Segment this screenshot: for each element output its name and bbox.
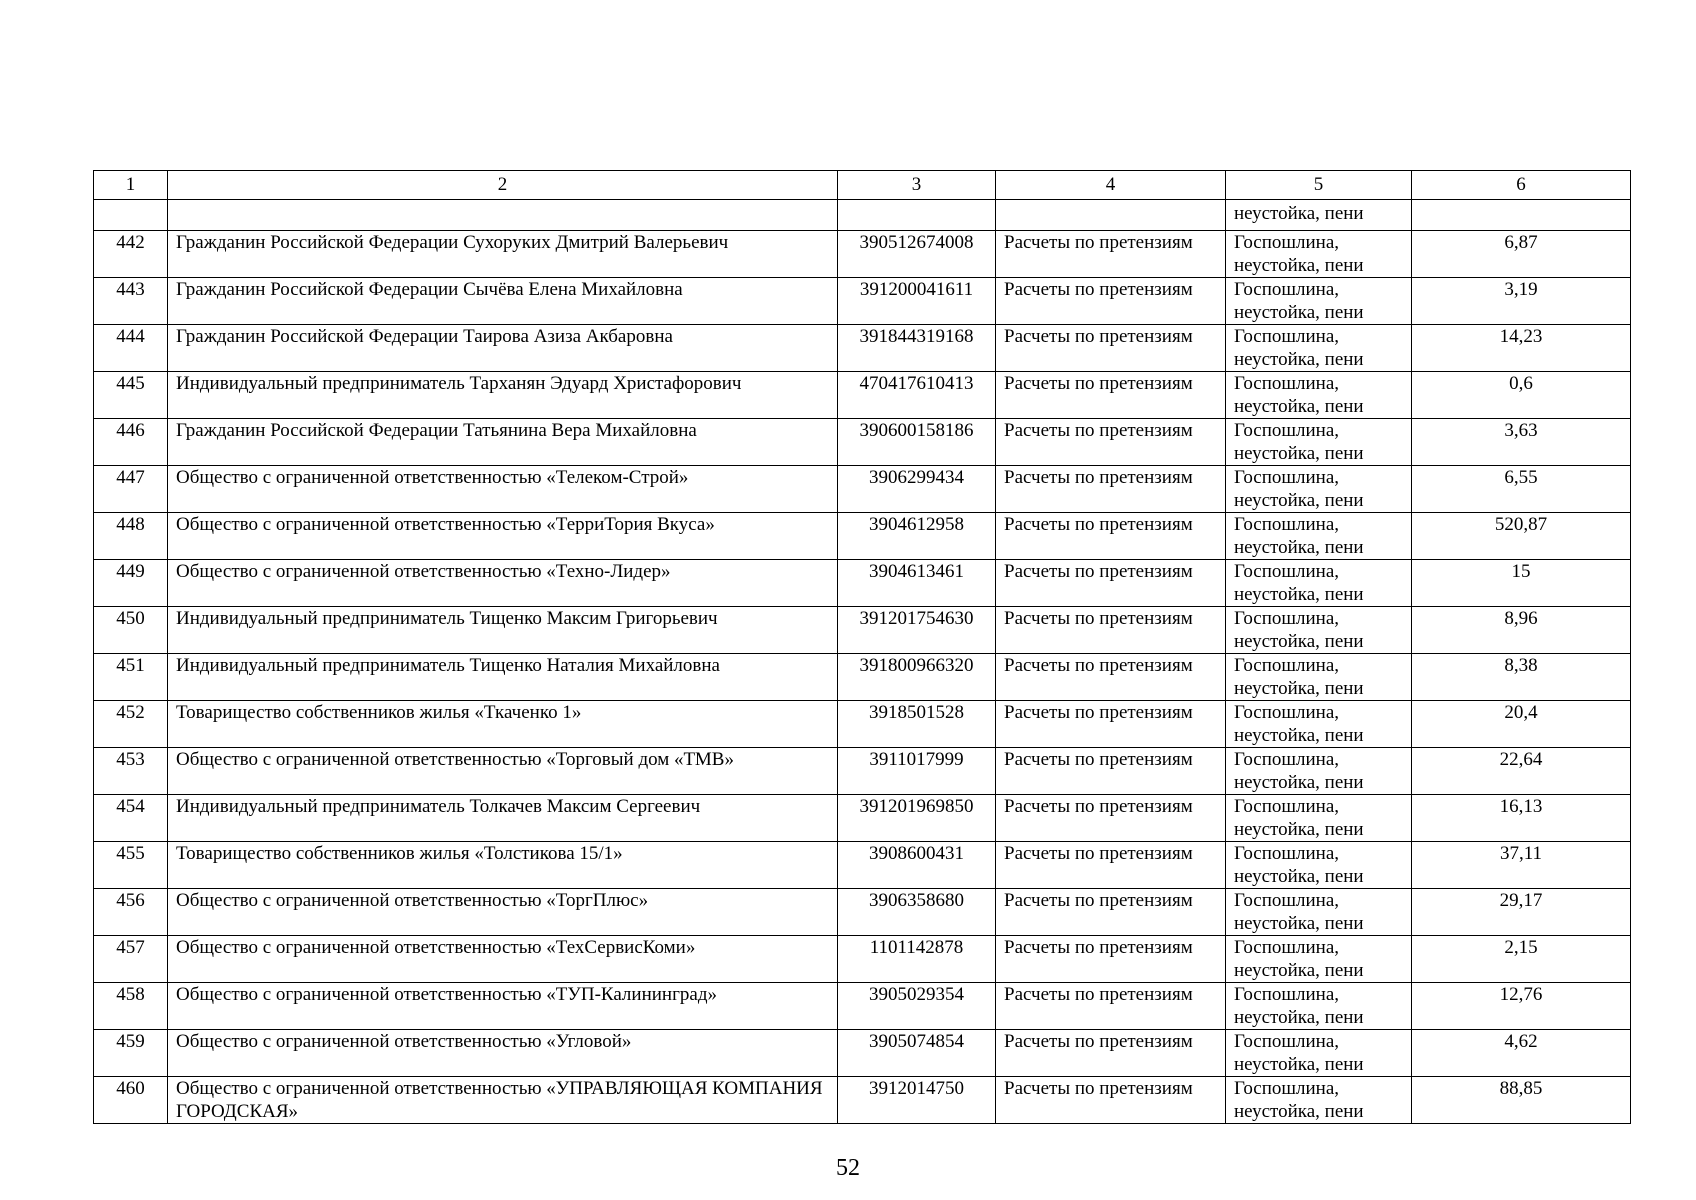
header-col-6: 6 [1412, 171, 1631, 200]
cell-name: Общество с ограниченной ответственностью «ТерриТория Вкуса» [168, 513, 838, 560]
kind-line-1: Госпошлина, [1234, 655, 1340, 676]
table-row [94, 278, 1631, 325]
kind-line-1: Госпошлина, [1234, 937, 1340, 958]
kind-line-1: Госпошлина, [1234, 467, 1340, 488]
table-row [94, 372, 1631, 419]
cell-name: Общество с ограниченной ответственностью «Торговый дом «ТМВ» [168, 748, 838, 795]
cell-type: Расчеты по претензиям [996, 1077, 1226, 1124]
cell-amount [1412, 200, 1631, 231]
kind-line-1: Госпошлина, [1234, 796, 1340, 817]
cell-kind [1226, 607, 1412, 654]
cell-kind [1226, 231, 1412, 278]
cell-kind [1226, 701, 1412, 748]
cell-amount: 6,87 [1412, 231, 1631, 278]
cell-amount: 8,38 [1412, 654, 1631, 701]
kind-line-1: Госпошлина, [1234, 420, 1340, 441]
page-number: 52 [836, 1155, 860, 1181]
kind-line-1: Госпошлина, [1234, 1031, 1340, 1052]
cell-type: Расчеты по претензиям [996, 983, 1226, 1030]
cell-inn: 391800966320 [838, 654, 996, 701]
kind-line-2: неустойка, пени [1234, 302, 1364, 323]
kind-line-2: неустойка, пени [1234, 584, 1364, 605]
cell-type: Расчеты по претензиям [996, 560, 1226, 607]
kind-line-2: неустойка, пени [1234, 725, 1364, 746]
kind-line-2: неустойка, пени [1234, 631, 1364, 652]
cell-number: 447 [94, 466, 168, 513]
cell-type: Расчеты по претензиям [996, 701, 1226, 748]
cell-kind: неустойка, пени [1226, 200, 1412, 231]
debt-registry-table [93, 170, 1631, 1124]
table-row [94, 419, 1631, 466]
cell-type: Расчеты по претензиям [996, 419, 1226, 466]
cell-type: Расчеты по претензиям [996, 278, 1226, 325]
kind-line-2: неустойка, пени [1234, 678, 1364, 699]
table-row [94, 795, 1631, 842]
cell-amount: 6,55 [1412, 466, 1631, 513]
cell-number: 460 [94, 1077, 168, 1124]
table-row [94, 513, 1631, 560]
kind-line-1: Госпошлина, [1234, 702, 1340, 723]
kind-line-2: неустойка, пени [1234, 1101, 1364, 1122]
cell-kind [1226, 654, 1412, 701]
cell-inn [838, 200, 996, 231]
kind-line-2: неустойка, пени [1234, 1054, 1364, 1075]
cell-name [168, 200, 838, 231]
cell-name: Гражданин Российской Федерации Таирова Азиза Акбаровна [168, 325, 838, 372]
cell-amount: 15 [1412, 560, 1631, 607]
cell-inn: 3906299434 [838, 466, 996, 513]
cell-name: Индивидуальный предприниматель Тарханян Эдуард Христафорович [168, 372, 838, 419]
cell-type: Расчеты по претензиям [996, 1030, 1226, 1077]
cell-kind [1226, 419, 1412, 466]
table-row [94, 325, 1631, 372]
cell-name: Общество с ограниченной ответственностью «Телеком-Строй» [168, 466, 838, 513]
cell-number: 452 [94, 701, 168, 748]
kind-line-2: неустойка, пени [1234, 255, 1364, 276]
table-row [94, 889, 1631, 936]
cell-number: 443 [94, 278, 168, 325]
cell-inn: 390600158186 [838, 419, 996, 466]
cell-type: Расчеты по претензиям [996, 466, 1226, 513]
cell-name: Гражданин Российской Федерации Сухоруких Дмитрий Валерьевич [168, 231, 838, 278]
cell-kind [1226, 889, 1412, 936]
cell-type: Расчеты по претензиям [996, 936, 1226, 983]
cell-amount: 0,6 [1412, 372, 1631, 419]
cell-type: Расчеты по претензиям [996, 513, 1226, 560]
cell-inn: 1101142878 [838, 936, 996, 983]
table-header-row [94, 171, 1631, 200]
cell-number: 453 [94, 748, 168, 795]
cell-type: Расчеты по претензиям [996, 654, 1226, 701]
cell-amount: 29,17 [1412, 889, 1631, 936]
kind-line-2: неустойка, пени [1234, 772, 1364, 793]
table-row [94, 1077, 1631, 1124]
cell-amount: 20,4 [1412, 701, 1631, 748]
cell-kind [1226, 1077, 1412, 1124]
cell-type: Расчеты по претензиям [996, 795, 1226, 842]
cell-kind [1226, 936, 1412, 983]
kind-line-2: неустойка, пени [1234, 537, 1364, 558]
cell-inn: 391201969850 [838, 795, 996, 842]
cell-name: Индивидуальный предприниматель Тищенко Наталия Михайловна [168, 654, 838, 701]
cell-kind [1226, 513, 1412, 560]
cell-name: Общество с ограниченной ответственностью «Техно-Лидер» [168, 560, 838, 607]
cell-kind [1226, 1030, 1412, 1077]
kind-line-2: неустойка, пени [1234, 819, 1364, 840]
table-row [94, 748, 1631, 795]
cell-type: Расчеты по претензиям [996, 748, 1226, 795]
cell-name: Индивидуальный предприниматель Толкачев Максим Сергеевич [168, 795, 838, 842]
cell-type [996, 200, 1226, 231]
cell-amount: 16,13 [1412, 795, 1631, 842]
table-row [94, 654, 1631, 701]
cell-number: 442 [94, 231, 168, 278]
cell-name: Товарищество собственников жилья «Ткаченко 1» [168, 701, 838, 748]
cell-number: 454 [94, 795, 168, 842]
cell-name: Общество с ограниченной ответственностью «ТУП-Калининград» [168, 983, 838, 1030]
table-row [94, 560, 1631, 607]
cell-amount: 22,64 [1412, 748, 1631, 795]
table-row [94, 607, 1631, 654]
kind-line-1: Госпошлина, [1234, 373, 1340, 394]
table-row [94, 1030, 1631, 1077]
kind-line-1: Госпошлина, [1234, 232, 1340, 253]
header-col-2: 2 [168, 171, 838, 200]
kind-line-1: Госпошлина, [1234, 1078, 1340, 1099]
cell-type: Расчеты по претензиям [996, 607, 1226, 654]
cell-amount: 37,11 [1412, 842, 1631, 889]
kind-line-1: Госпошлина, [1234, 608, 1340, 629]
table-row [94, 936, 1631, 983]
cell-kind [1226, 278, 1412, 325]
cell-inn: 391844319168 [838, 325, 996, 372]
cell-number: 444 [94, 325, 168, 372]
header-col-5: 5 [1226, 171, 1412, 200]
cell-type: Расчеты по претензиям [996, 325, 1226, 372]
cell-inn: 3905074854 [838, 1030, 996, 1077]
cell-inn: 3912014750 [838, 1077, 996, 1124]
cell-amount: 12,76 [1412, 983, 1631, 1030]
cell-number: 457 [94, 936, 168, 983]
kind-line-1: Госпошлина, [1234, 749, 1340, 770]
cell-type: Расчеты по претензиям [996, 372, 1226, 419]
cell-inn: 3908600431 [838, 842, 996, 889]
header-col-3: 3 [838, 171, 996, 200]
table-row [94, 466, 1631, 513]
cell-name: Товарищество собственников жилья «Толстикова 15/1» [168, 842, 838, 889]
cell-inn: 391201754630 [838, 607, 996, 654]
cell-name: Индивидуальный предприниматель Тищенко Максим Григорьевич [168, 607, 838, 654]
cell-type: Расчеты по претензиям [996, 889, 1226, 936]
cell-number: 451 [94, 654, 168, 701]
cell-inn: 3906358680 [838, 889, 996, 936]
kind-line-1: Госпошлина, [1234, 890, 1340, 911]
cell-number: 450 [94, 607, 168, 654]
cell-inn: 3911017999 [838, 748, 996, 795]
kind-line-1: Госпошлина, [1234, 843, 1340, 864]
kind-line-2: неустойка, пени [1234, 866, 1364, 887]
cell-amount: 8,96 [1412, 607, 1631, 654]
cell-number: 459 [94, 1030, 168, 1077]
cell-inn: 3904612958 [838, 513, 996, 560]
cell-number: 455 [94, 842, 168, 889]
kind-line-2: неустойка, пени [1234, 396, 1364, 417]
cell-kind [1226, 325, 1412, 372]
cell-amount: 14,23 [1412, 325, 1631, 372]
table-row [94, 983, 1631, 1030]
cell-inn: 3904613461 [838, 560, 996, 607]
kind-line-2: неустойка, пени [1234, 960, 1364, 981]
table-row [94, 701, 1631, 748]
cell-number: 445 [94, 372, 168, 419]
cell-amount: 2,15 [1412, 936, 1631, 983]
kind-line-1: Госпошлина, [1234, 279, 1340, 300]
cell-amount: 4,62 [1412, 1030, 1631, 1077]
cell-number: 456 [94, 889, 168, 936]
cell-amount: 88,85 [1412, 1077, 1631, 1124]
cell-inn: 3905029354 [838, 983, 996, 1030]
cell-name: Общество с ограниченной ответственностью «УПРАВЛЯЮЩАЯ КОМПАНИЯ ГОРОДСКАЯ» [168, 1077, 838, 1124]
kind-line-2: неустойка, пени [1234, 1007, 1364, 1028]
cell-amount: 3,63 [1412, 419, 1631, 466]
cell-kind [1226, 842, 1412, 889]
cell-inn: 3918501528 [838, 701, 996, 748]
kind-line-1: Госпошлина, [1234, 514, 1340, 535]
cell-kind [1226, 466, 1412, 513]
cell-number: 458 [94, 983, 168, 1030]
cell-name: Гражданин Российской Федерации Татьянина Вера Михайловна [168, 419, 838, 466]
cell-name: Общество с ограниченной ответственностью «ТехСервисКоми» [168, 936, 838, 983]
cell-type: Расчеты по претензиям [996, 231, 1226, 278]
cell-inn: 391200041611 [838, 278, 996, 325]
header-col-1: 1 [94, 171, 168, 200]
header-col-4: 4 [996, 171, 1226, 200]
kind-line-1: Госпошлина, [1234, 561, 1340, 582]
cell-kind [1226, 795, 1412, 842]
cell-amount: 3,19 [1412, 278, 1631, 325]
cell-number: 449 [94, 560, 168, 607]
kind-line-2: неустойка, пени [1234, 490, 1364, 511]
kind-line-2: неустойка, пени [1234, 443, 1364, 464]
cell-name: Общество с ограниченной ответственностью «Угловой» [168, 1030, 838, 1077]
continuation-row [94, 200, 1631, 231]
cell-number [94, 200, 168, 231]
cell-inn: 470417610413 [838, 372, 996, 419]
cell-type: Расчеты по претензиям [996, 842, 1226, 889]
cell-amount: 520,87 [1412, 513, 1631, 560]
cell-name: Гражданин Российской Федерации Сычёва Елена Михайловна [168, 278, 838, 325]
cell-kind [1226, 560, 1412, 607]
cell-kind [1226, 748, 1412, 795]
kind-line-1: Госпошлина, [1234, 326, 1340, 347]
cell-kind [1226, 983, 1412, 1030]
cell-inn: 390512674008 [838, 231, 996, 278]
kind-line-2: неустойка, пени [1234, 913, 1364, 934]
cell-kind [1226, 372, 1412, 419]
cell-number: 448 [94, 513, 168, 560]
kind-line-1: Госпошлина, [1234, 984, 1340, 1005]
cell-number: 446 [94, 419, 168, 466]
table-row [94, 842, 1631, 889]
cell-name: Общество с ограниченной ответственностью «ТоргПлюс» [168, 889, 838, 936]
table-row [94, 231, 1631, 278]
kind-line-2: неустойка, пени [1234, 349, 1364, 370]
